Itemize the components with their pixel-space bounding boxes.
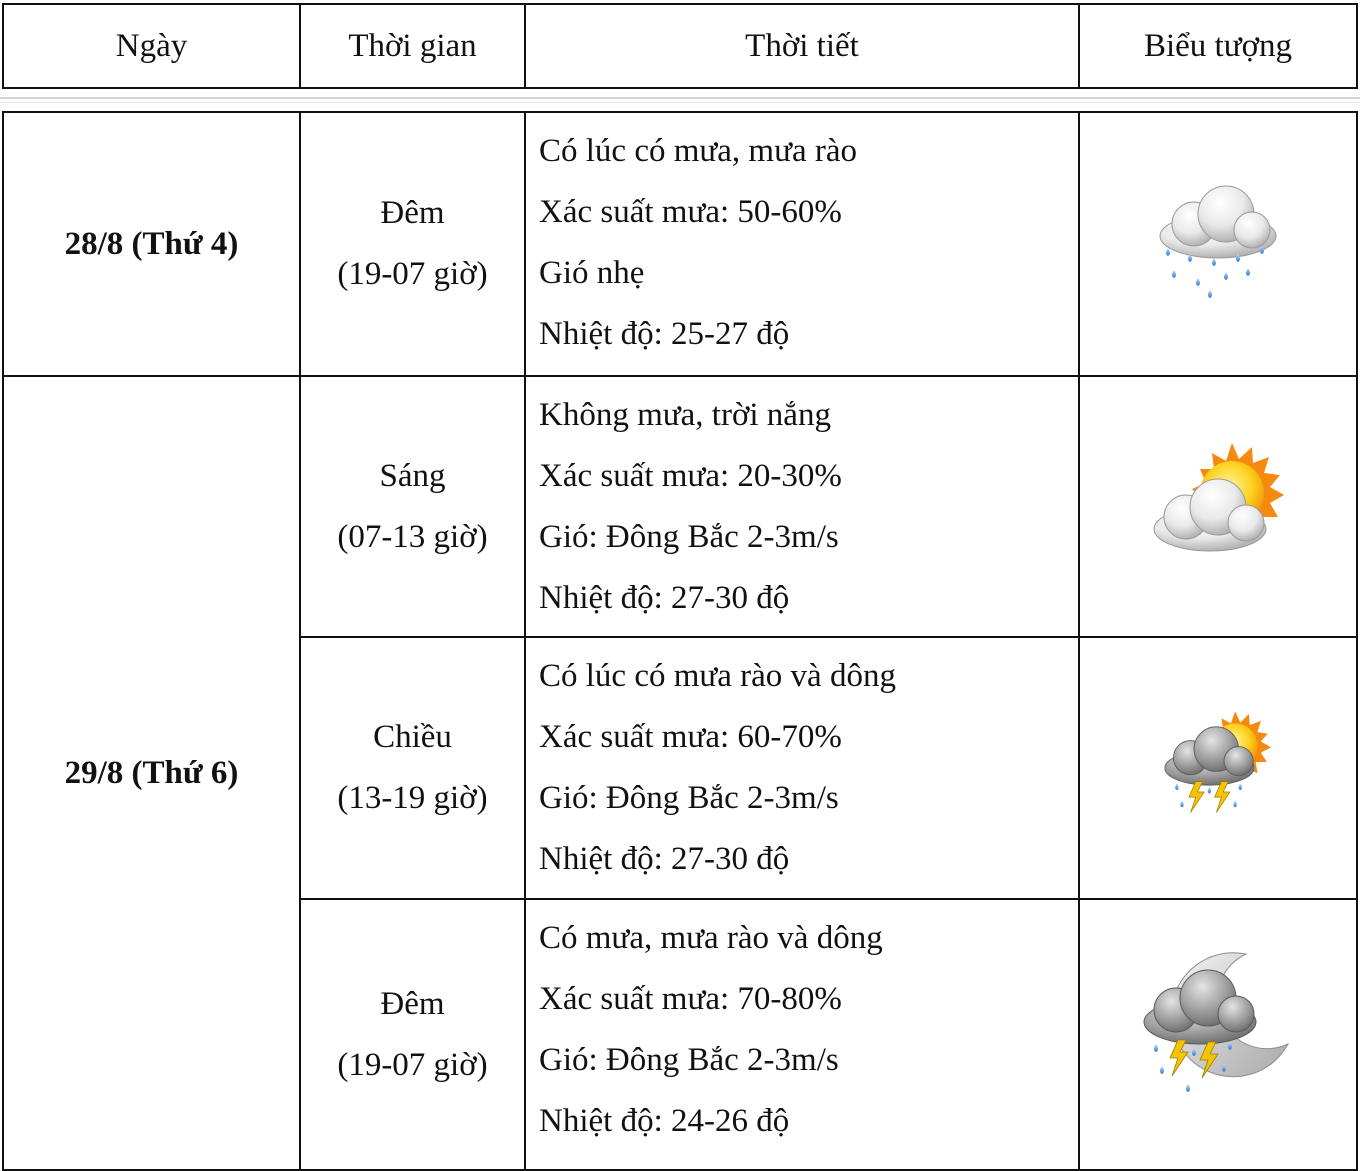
period-hours: (19-07 giờ) (337, 1046, 488, 1083)
weather-summary: Có mưa, mưa rào và dông (539, 920, 883, 956)
time-cell (299, 375, 524, 636)
date-cell: 29/8 (Thứ 6) (4, 375, 299, 1169)
period-name: Đêm (380, 985, 445, 1022)
icon-cell (1078, 898, 1356, 1169)
time-cell (299, 113, 524, 375)
icon-cell (1078, 636, 1356, 898)
rain-probability: Xác suất mưa: 20-30% (539, 458, 842, 494)
header-weather: Thời tiết (524, 5, 1078, 87)
weather-cell (524, 113, 1078, 375)
temperature: Nhiệt độ: 27-30 độ (539, 580, 790, 616)
weather-summary: Có lúc có mưa, mưa rào (539, 133, 858, 169)
temperature: Nhiệt độ: 25-27 độ (539, 316, 790, 352)
period-hours: (13-19 giờ) (337, 780, 488, 816)
double-rule-divider (0, 97, 1360, 99)
period-name: Sáng (379, 457, 446, 494)
icon-cell (1078, 375, 1356, 636)
weather-cell (524, 898, 1078, 1169)
forecast-table (2, 111, 1358, 1171)
wind: Gió: Đông Bắc 2-3m/s (539, 519, 839, 555)
icon-cell (1078, 113, 1356, 375)
time-cell (299, 898, 524, 1169)
weather-summary: Có lúc có mưa rào và dông (539, 658, 896, 694)
date-cell: 28/8 (Thứ 4) (64, 225, 239, 262)
rain-probability: Xác suất mưa: 50-60% (539, 194, 842, 230)
rain-probability: Xác suất mưa: 60-70% (539, 719, 842, 755)
period-name: Chiều (373, 719, 452, 755)
weather-cell (524, 375, 1078, 636)
sun-thunderstorm-icon (1158, 708, 1278, 828)
temperature: Nhiệt độ: 24-26 độ (539, 1103, 790, 1139)
wind: Gió: Đông Bắc 2-3m/s (539, 780, 839, 816)
double-rule-divider (0, 102, 1360, 103)
wind: Gió nhẹ (539, 255, 645, 291)
header-icon: Biểu tượng (1078, 5, 1356, 87)
header-time: Thời gian (299, 5, 524, 87)
time-cell (299, 636, 524, 898)
temperature: Nhiệt độ: 27-30 độ (539, 841, 790, 877)
weather-summary: Không mưa, trời nắng (539, 397, 831, 433)
sun-behind-cloud-icon (1148, 437, 1288, 577)
rain-cloud-icon (1148, 174, 1288, 314)
period-hours: (07-13 giờ) (337, 518, 488, 555)
wind: Gió: Đông Bắc 2-3m/s (539, 1042, 839, 1078)
weather-cell (524, 636, 1078, 898)
period-hours: (19-07 giờ) (337, 256, 488, 292)
header-date: Ngày (115, 27, 188, 64)
rain-probability: Xác suất mưa: 70-80% (539, 981, 842, 1017)
period-name: Đêm (380, 195, 445, 231)
moon-thunderstorm-icon (1138, 946, 1298, 1106)
table-header-row (2, 3, 1358, 89)
